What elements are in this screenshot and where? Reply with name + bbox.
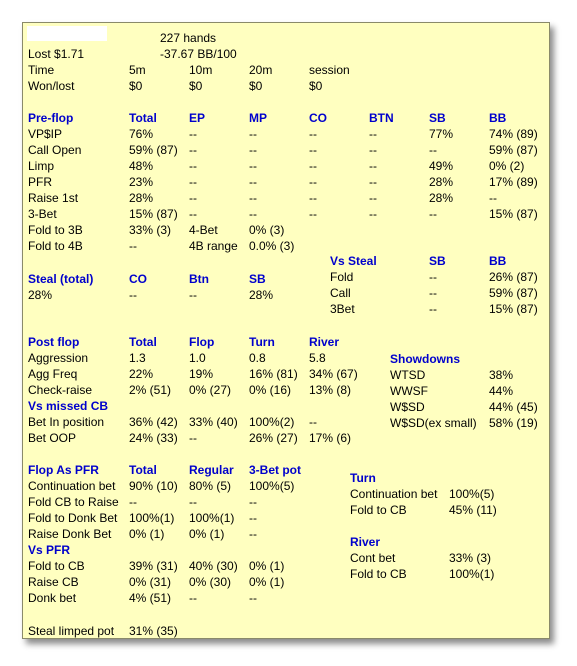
flop-pfr-cell-r2-c1: 100%(1) — [129, 511, 175, 525]
vs-pfr-cell-r1-c2: 0% (30) — [189, 575, 232, 589]
flop-pfr-cell-r3-c0: Raise Donk Bet — [28, 527, 112, 541]
river-cell-r0-c0: Cont bet — [350, 551, 396, 565]
flop-pfr-cell-r1-c2: -- — [189, 495, 197, 509]
missed-cb-cell-r1-c2: -- — [189, 431, 197, 445]
preflop-cell-r2-c4: -- — [309, 159, 317, 173]
flop-pfr-cell-r2-c0: Fold to Donk Bet — [28, 511, 118, 525]
steal-co-header: CO — [129, 272, 147, 286]
vs-pfr-cell-r2-c0: Donk bet — [28, 591, 77, 605]
vs-steal-cell-r2-c2: 15% (87) — [489, 302, 538, 316]
preflop-cell-r5-c1: 15% (87) — [129, 207, 178, 221]
preflop-cell-r5-c2: -- — [189, 207, 197, 221]
postflop-cell-r0-c0: Aggression — [28, 351, 89, 365]
vs-steal-cell-r2-c0: 3Bet — [330, 302, 355, 316]
missed-cb-cell-r1-c1: 24% (33) — [129, 431, 178, 445]
preflop-cell-r1-c0: Call Open — [28, 143, 82, 157]
river-header: River — [350, 535, 381, 549]
hands-count: 227 hands — [160, 31, 217, 45]
preflop-cell-r5-c5: -- — [369, 207, 377, 221]
preflop-cell-r1-c5: -- — [369, 143, 377, 157]
preflop-header-0: Pre-flop — [28, 111, 74, 125]
postflop-cell-r1-c3: 16% (81) — [249, 367, 298, 381]
missed-cb-cell-r0-c3: 100%(2) — [249, 415, 295, 429]
preflop-cell-r1-c6: -- — [429, 143, 437, 157]
river-cell-r1-c0: Fold to CB — [350, 567, 407, 581]
preflop-cell-r5-c7: 15% (87) — [489, 207, 538, 221]
turn-cell-r0-c0: Continuation bet — [350, 487, 438, 501]
wonlost-label: Won/lost — [28, 79, 75, 93]
vs-pfr-cell-r0-c1: 39% (31) — [129, 559, 178, 573]
preflop-cell-r5-c6: -- — [429, 207, 437, 221]
preflop-header-3: MP — [249, 111, 267, 125]
steal-total-value: 28% — [28, 288, 53, 302]
postflop-header-2: Flop — [189, 335, 215, 349]
preflop-cell-r4-c7: -- — [489, 191, 497, 205]
preflop-cell-r3-c7: 17% (89) — [489, 175, 538, 189]
vs-pfr-cell-r0-c0: Fold to CB — [28, 559, 85, 573]
preflop-header-1: Total — [129, 111, 157, 125]
flop-pfr-cell-r3-c1: 0% (1) — [129, 527, 165, 541]
preflop-header-6: SB — [429, 111, 446, 125]
flop-pfr-cell-r2-c2: 100%(1) — [189, 511, 235, 525]
vs-steal-header: Vs Steal — [330, 254, 377, 268]
preflop-cell-r4-c4: -- — [309, 191, 317, 205]
flop-pfr-header-2: Regular — [189, 463, 234, 477]
preflop-cell-r3-c3: -- — [249, 175, 257, 189]
steal-btn-header: Btn — [189, 272, 209, 286]
postflop-cell-r2-c1: 2% (51) — [129, 383, 172, 397]
wonlost-5m: $0 — [129, 79, 143, 93]
vs-missed-cb-header: Vs missed CB — [28, 399, 109, 413]
vs-steal-cell-r1-c2: 59% (87) — [489, 286, 538, 300]
missed-cb-cell-r1-c4: 17% (6) — [309, 431, 352, 445]
postflop-header-4: River — [309, 335, 340, 349]
showdown-cell-r1-c0: WWSF — [390, 384, 428, 398]
bb-per-100: -37.67 BB/100 — [160, 47, 237, 61]
vs-pfr-cell-r2-c2: -- — [189, 591, 197, 605]
postflop-cell-r2-c0: Check-raise — [28, 383, 93, 397]
preflop-cell-r1-c1: 59% (87) — [129, 143, 178, 157]
postflop-cell-r0-c1: 1.3 — [129, 351, 146, 365]
showdown-cell-r2-c1: 44% (45) — [489, 400, 538, 414]
preflop-header-7: BB — [489, 111, 507, 125]
hud-stats-panel — [22, 22, 550, 639]
river-cell-r0-c1: 33% (3) — [449, 551, 492, 565]
preflop-cell-r3-c5: -- — [369, 175, 377, 189]
wonlost-10m: $0 — [189, 79, 203, 93]
vs-pfr-cell-r1-c0: Raise CB — [28, 575, 79, 589]
vs-pfr-cell-r1-c1: 0% (31) — [129, 575, 172, 589]
postflop-cell-r2-c2: 0% (27) — [189, 383, 232, 397]
showdown-cell-r3-c1: 58% (19) — [489, 416, 538, 430]
preflop-header-5: BTN — [369, 111, 394, 125]
preflop-cell-r0-c3: -- — [249, 127, 257, 141]
vs-pfr-cell-r2-c1: 4% (51) — [129, 591, 172, 605]
showdown-cell-r0-c1: 38% — [489, 368, 514, 382]
flop-pfr-cell-r0-c3: 100%(5) — [249, 479, 295, 493]
flop-pfr-cell-r0-c1: 90% (10) — [129, 479, 178, 493]
fold-to-3b-label: Fold to 3B — [28, 223, 83, 237]
vs-pfr-cell-r0-c2: 40% (30) — [189, 559, 238, 573]
missed-cb-cell-r1-c0: Bet OOP — [28, 431, 77, 445]
preflop-cell-r2-c1: 48% — [129, 159, 154, 173]
time-20m: 20m — [249, 63, 273, 77]
preflop-cell-r2-c3: -- — [249, 159, 257, 173]
preflop-cell-r5-c4: -- — [309, 207, 317, 221]
postflop-cell-r1-c4: 34% (67) — [309, 367, 358, 381]
four-bet-value: 0% (3) — [249, 223, 285, 237]
preflop-cell-r2-c7: 0% (2) — [489, 159, 525, 173]
preflop-cell-r1-c7: 59% (87) — [489, 143, 538, 157]
preflop-cell-r3-c4: -- — [309, 175, 317, 189]
flop-pfr-cell-r2-c3: -- — [249, 511, 257, 525]
four-bet-range-value: 0.0% (3) — [249, 239, 295, 253]
steal-sb-header: SB — [249, 272, 266, 286]
turn-cell-r0-c1: 100%(5) — [449, 487, 495, 501]
preflop-cell-r0-c1: 76% — [129, 127, 154, 141]
steal-co-value: -- — [129, 288, 137, 302]
wonlost-session: $0 — [309, 79, 323, 93]
postflop-cell-r1-c1: 22% — [129, 367, 154, 381]
preflop-cell-r0-c4: -- — [309, 127, 317, 141]
vs-steal-sb-header: SB — [429, 254, 446, 268]
preflop-cell-r4-c3: -- — [249, 191, 257, 205]
time-label: Time — [28, 63, 55, 77]
preflop-cell-r4-c0: Raise 1st — [28, 191, 79, 205]
flop-pfr-cell-r3-c3: -- — [249, 527, 257, 541]
preflop-cell-r0-c5: -- — [369, 127, 377, 141]
fold-to-4b-value: -- — [129, 239, 137, 253]
showdown-cell-r3-c0: W$SD(ex small) — [390, 416, 477, 430]
postflop-header-0: Post flop — [28, 335, 80, 349]
vs-steal-cell-r0-c0: Fold — [330, 270, 354, 284]
postflop-cell-r2-c3: 0% (16) — [249, 383, 292, 397]
preflop-cell-r1-c4: -- — [309, 143, 317, 157]
fold-to-3b-value: 33% (3) — [129, 223, 172, 237]
turn-header: Turn — [350, 471, 376, 485]
missed-cb-cell-r0-c0: Bet In position — [28, 415, 105, 429]
preflop-cell-r1-c3: -- — [249, 143, 257, 157]
preflop-header-2: EP — [189, 111, 206, 125]
preflop-cell-r0-c0: VP$IP — [28, 127, 63, 141]
vs-pfr-cell-r0-c3: 0% (1) — [249, 559, 285, 573]
showdown-cell-r1-c1: 44% — [489, 384, 514, 398]
player-name-box — [27, 26, 107, 41]
preflop-cell-r1-c2: -- — [189, 143, 197, 157]
vs-pfr-cell-r2-c3: -- — [249, 591, 257, 605]
vs-pfr-header: Vs PFR — [28, 543, 71, 557]
steal-limped-pot-label: Steal limped pot — [28, 624, 115, 638]
preflop-cell-r4-c6: 28% — [429, 191, 454, 205]
turn-cell-r1-c0: Fold to CB — [350, 503, 407, 517]
preflop-cell-r2-c0: Limp — [28, 159, 55, 173]
preflop-header-4: CO — [309, 111, 327, 125]
postflop-header-1: Total — [129, 335, 157, 349]
missed-cb-cell-r0-c2: 33% (40) — [189, 415, 238, 429]
steal-sb-value: 28% — [249, 288, 274, 302]
flop-pfr-header-0: Flop As PFR — [28, 463, 99, 477]
fold-to-4b-label: Fold to 4B — [28, 239, 83, 253]
missed-cb-cell-r0-c1: 36% (42) — [129, 415, 178, 429]
steal-btn-value: -- — [189, 288, 197, 302]
flop-pfr-header-3: 3-Bet pot — [249, 463, 301, 477]
preflop-cell-r3-c1: 23% — [129, 175, 154, 189]
river-cell-r1-c1: 100%(1) — [449, 567, 495, 581]
postflop-cell-r2-c4: 13% (8) — [309, 383, 352, 397]
showdown-cell-r0-c0: WTSD — [390, 368, 426, 382]
turn-cell-r1-c1: 45% (11) — [449, 503, 497, 517]
preflop-cell-r0-c7: 74% (89) — [489, 127, 538, 141]
time-5m: 5m — [129, 63, 146, 77]
preflop-cell-r5-c0: 3-Bet — [28, 207, 57, 221]
flop-pfr-cell-r1-c0: Fold CB to Raise — [28, 495, 119, 509]
steal-total-header: Steal (total) — [28, 272, 94, 286]
vs-steal-cell-r2-c1: -- — [429, 302, 437, 316]
missed-cb-cell-r1-c3: 26% (27) — [249, 431, 298, 445]
preflop-cell-r3-c2: -- — [189, 175, 197, 189]
vs-steal-cell-r0-c2: 26% (87) — [489, 270, 538, 284]
preflop-cell-r4-c1: 28% — [129, 191, 154, 205]
preflop-cell-r2-c2: -- — [189, 159, 197, 173]
steal-limped-pot-value: 31% (35) — [129, 624, 178, 638]
vs-pfr-cell-r1-c3: 0% (1) — [249, 575, 285, 589]
flop-pfr-header-1: Total — [129, 463, 157, 477]
showdown-cell-r2-c0: W$SD — [390, 400, 425, 414]
postflop-cell-r1-c2: 19% — [189, 367, 214, 381]
preflop-cell-r2-c5: -- — [369, 159, 377, 173]
flop-pfr-cell-r1-c3: -- — [249, 495, 257, 509]
postflop-cell-r0-c2: 1.0 — [189, 351, 206, 365]
flop-pfr-cell-r1-c1: -- — [129, 495, 137, 509]
time-10m: 10m — [189, 63, 213, 77]
four-bet-range-label: 4B range — [189, 239, 238, 253]
vs-steal-bb-header: BB — [489, 254, 507, 268]
flop-pfr-cell-r3-c2: 0% (1) — [189, 527, 225, 541]
postflop-cell-r0-c4: 5.8 — [309, 351, 326, 365]
postflop-cell-r0-c3: 0.8 — [249, 351, 266, 365]
vs-steal-cell-r1-c1: -- — [429, 286, 437, 300]
vs-steal-cell-r1-c0: Call — [330, 286, 351, 300]
time-session: session — [309, 63, 350, 77]
preflop-cell-r3-c6: 28% — [429, 175, 454, 189]
postflop-cell-r1-c0: Agg Freq — [28, 367, 78, 381]
showdowns-header: Showdowns — [390, 352, 460, 366]
four-bet-label: 4-Bet — [189, 223, 218, 237]
preflop-cell-r3-c0: PFR — [28, 175, 52, 189]
lost-amount: Lost $1.71 — [28, 47, 85, 61]
preflop-cell-r2-c6: 49% — [429, 159, 454, 173]
vs-steal-cell-r0-c1: -- — [429, 270, 437, 284]
preflop-cell-r4-c5: -- — [369, 191, 377, 205]
preflop-cell-r4-c2: -- — [189, 191, 197, 205]
postflop-header-3: Turn — [249, 335, 275, 349]
missed-cb-cell-r0-c4: -- — [309, 415, 317, 429]
flop-pfr-cell-r0-c2: 80% (5) — [189, 479, 232, 493]
preflop-cell-r0-c6: 77% — [429, 127, 454, 141]
wonlost-20m: $0 — [249, 79, 263, 93]
flop-pfr-cell-r0-c0: Continuation bet — [28, 479, 116, 493]
preflop-cell-r5-c3: -- — [249, 207, 257, 221]
preflop-cell-r0-c2: -- — [189, 127, 197, 141]
